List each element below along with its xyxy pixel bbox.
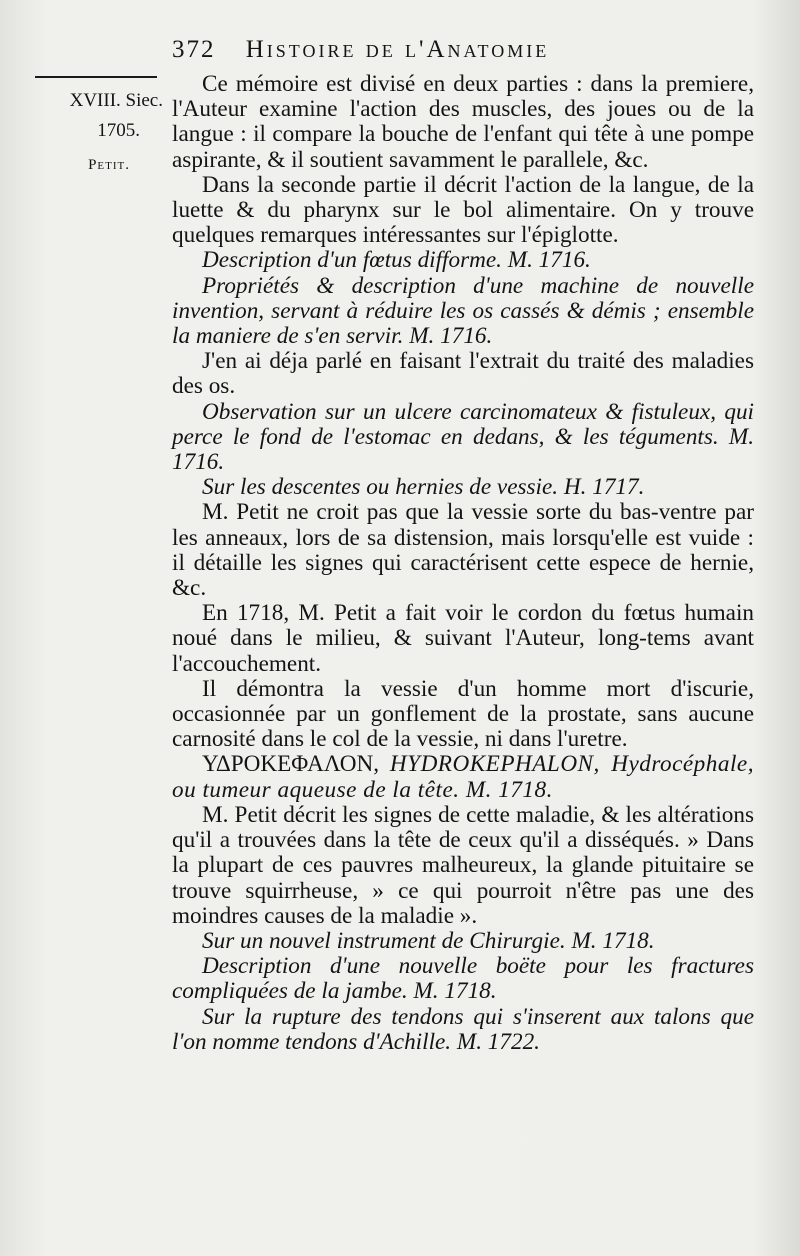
page-number: 372 [172,36,216,63]
paragraph: En 1718, M. Petit a fait voir le cordon du fœtus humain noué dans le milieu, & suivant l'Auteur, long-tems avant l'accouchement. [172,600,754,677]
paragraph: Description d'un fœtus difforme. M. 1716. [202,247,591,274]
margin-rule [35,76,157,78]
greek-title: ΥΔΡΟΚΕΦΑΛΟΝ, [202,751,390,778]
paragraph: Description d'une nouvelle boëte pour les fractures compliquées de la jambe. M. 1718. [172,953,754,1005]
body-text [172,72,754,1055]
paragraph: Sur la rupture des tendons qui s'inserent aux talons que l'on nomme tendons d'Achille. M. 1722. [172,1003,754,1055]
paragraph: Il démontra la vessie d'un homme mort d'iscurie, occasionnée par un gonflement de la prostate, sans aucune carnosité dans le col de la vessie, ni dans l'uretre. [172,675,754,753]
paragraph: M. Petit ne croit pas que la vessie sorte du bas-ventre par les anneaux, lors de sa distension, mais lorsqu'elle est vuide : il détaille les signes qui caractérisent cette espece de hernie, &c. [172,499,754,602]
running-header [172,36,762,72]
margin-century: XVIII. Siec. [69,90,163,111]
paragraph: Propriétés & description d'une machine de nouvelle invention, servant à réduire les os cassés & démis ; ensemble la maniere de s'en servir. M. 1716. [172,272,754,350]
paragraph: Sur un nouvel instrument de Chirurgie. M. 1718. [202,927,655,954]
paragraph: M. Petit décrit les signes de cette maladie, & les altérations qu'il a trouvées dans la tête de ceux qu'il a disséqués. » Dans la plupart de ces pauvres malheureux, la glande pituitaire se trouve squirrheuse, » ce qui pourroit n'être pas une des moindres causes de la maladie ». [172,801,754,929]
paragraph: Ce mémoire est divisé en deux parties : dans la premiere, l'Auteur examine l'action des muscles, des joues ou de la langue : il compare la bouche de l'enfant qui tête à une pompe aspirante, & il soutient savamment le parallele, &c. [172,71,754,173]
paragraph: Observation sur un ulcere carcinomateux & fistuleux, qui perce le fond de l'estomac en dedans, & les téguments. M. 1716. [172,398,754,476]
paragraph: Sur les descentes ou hernies de vessie. H. 1717. [202,474,645,501]
latin-title: HYDROKEPHALON, Hy [389,751,640,778]
paragraph [172,752,754,802]
paragraph: J'en ai déja parlé en faisant l'extrait du traité des maladies des os. [172,348,754,400]
margin-author: Petit. [88,157,130,173]
paragraph: Dans la seconde partie il décrit l'action de la langue, de la luette & du pharynx sur le bol alimentaire. On y trouve quelques remarques intéressantes sur l'épiglotte. [172,171,754,249]
running-title: Histoire de l'Anatomie [245,36,550,63]
title-rest: drocéphale, ou tumeur aqueuse de la tête. M. 1718. [172,751,754,803]
margin-year: 1705. [97,120,140,141]
